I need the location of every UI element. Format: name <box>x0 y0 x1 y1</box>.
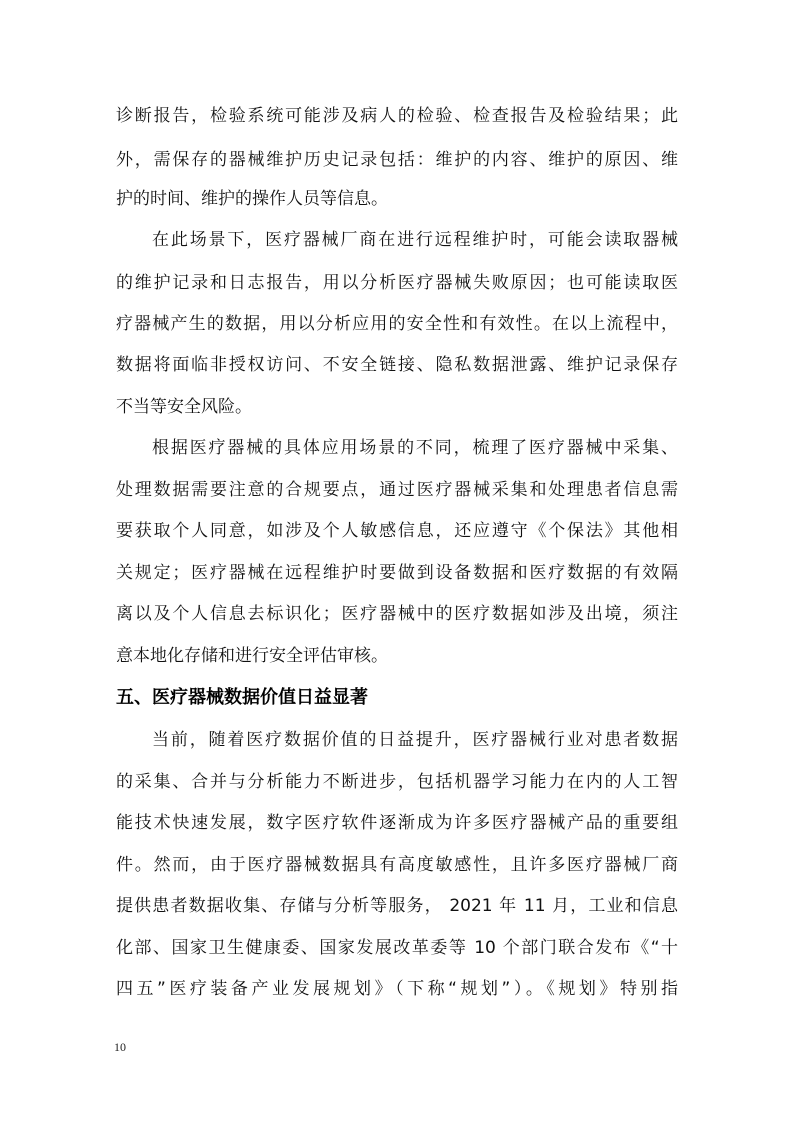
paragraph-4-line-5: 提供患者数据收集、存储与分析等服务， 2021 年 11 月，工业和信息 <box>116 896 678 916</box>
paragraph-1-line-2: 外，需保存的器械维护历史记录包括：维护的内容、维护的原因、维 <box>116 150 678 170</box>
paragraph-3-line-1: 根据医疗器械的具体应用场景的不同，梳理了医疗器械中采集、 <box>152 438 678 458</box>
paragraph-4-line-6: 化部、国家卫生健康委、国家发展改革委等 10 个部门联合发布《“十 <box>116 938 678 958</box>
paragraph-2-line-5: 不当等安全风险。 <box>116 397 252 417</box>
paragraph-4-line-3: 能技术快速发展，数字医疗软件逐渐成为许多医疗器械产品的重要组 <box>116 813 678 833</box>
paragraph-1-line-1: 诊断报告，检验系统可能涉及病人的检验、检查报告及检验结果；此 <box>116 106 678 126</box>
paragraph-3-line-4: 关规定；医疗器械在远程维护时要做到设备数据和医疗数据的有效隔 <box>116 563 678 583</box>
paragraph-4-line-4: 件。然而，由于医疗器械数据具有高度敏感性，且许多医疗器械厂商 <box>116 855 678 875</box>
paragraph-1-line-3: 护的时间、维护的操作人员等信息。 <box>116 189 388 209</box>
paragraph-3-line-6: 意本地化存储和进行安全评估审核。 <box>116 646 388 666</box>
section-heading: 五、医疗器械数据价值日益显著 <box>116 687 368 708</box>
paragraph-2-line-1: 在此场景下，医疗器械厂商在进行远程维护时，可能会读取器械 <box>152 230 678 250</box>
paragraph-4-line-2: 的采集、合并与分析能力不断进步，包括机器学习能力在内的人工智 <box>116 772 678 792</box>
paragraph-2-line-4: 数据将面临非授权访问、不安全链接、隐私数据泄露、维护记录保存 <box>116 355 678 375</box>
paragraph-3-line-3: 要获取个人同意，如涉及个人敏感信息，还应遵守《个保法》其他相 <box>116 521 678 541</box>
paragraph-4-line-7: 四五”医疗装备产业发展规划》（下称“规划”）。《规划》特别指 <box>116 979 678 999</box>
paragraph-2-line-2: 的维护记录和日志报告，用以分析医疗器械失败原因；也可能读取医 <box>116 273 678 293</box>
paragraph-4-line-1: 当前，随着医疗数据价值的日益提升，医疗器械行业对患者数据 <box>152 730 678 750</box>
paragraph-3-line-5: 离以及个人信息去标识化；医疗器械中的医疗数据如涉及出境，须注 <box>116 604 678 624</box>
page-number: 10 <box>114 1040 126 1054</box>
paragraph-2-line-3: 疗器械产生的数据，用以分析应用的安全性和有效性。在以上流程中， <box>116 314 678 334</box>
paragraph-3-line-2: 处理数据需要注意的合规要点，通过医疗器械采集和处理患者信息需 <box>116 480 678 500</box>
